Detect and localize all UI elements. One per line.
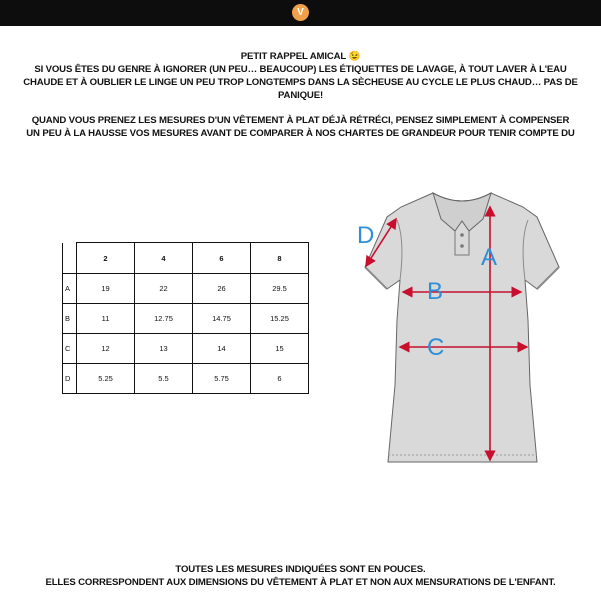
polo-shirt-diagram: [355, 185, 565, 470]
table-cell: 29.5: [251, 274, 309, 304]
table-cell: 15.25: [251, 304, 309, 334]
table-corner-cell: [63, 243, 77, 274]
table-cell: 11: [77, 304, 135, 334]
table-cell: 19: [77, 274, 135, 304]
row-label: B: [63, 304, 77, 334]
notice-line: CHAUDE ET À OUBLIER LE LINGE UN PEU TROP LONGTEMPS DANS LA SÈCHEUSE AU CYCLE LE PLUS CHAUD… PAS DE: [23, 77, 578, 88]
size-header-cell: 6: [193, 243, 251, 274]
size-header-cell: 8: [251, 243, 309, 274]
measure-d-label: D: [357, 222, 375, 249]
measure-a-label: A: [481, 244, 498, 271]
table-row: [63, 274, 309, 304]
table-row: [63, 304, 309, 334]
row-label: D: [63, 364, 77, 394]
table-cell: 14: [193, 334, 251, 364]
footer-line: TOUTES LES MESURES INDIQUÉES SONT EN POUCES.: [175, 564, 426, 575]
notice-line: UN PEU À LA HAUSSE VOS MESURES AVANT DE COMPARER À NOS CHARTES DE GRANDEUR POUR TENIR COMPTE DU: [26, 128, 575, 139]
button-icon: [460, 233, 464, 237]
size-table: [62, 242, 309, 394]
table-row: [63, 364, 309, 394]
table-cell: 14.75: [193, 304, 251, 334]
measure-b-label: B: [427, 278, 444, 305]
footer-note: [8, 563, 593, 589]
table-cell: 6: [251, 364, 309, 394]
size-header-cell: 2: [77, 243, 135, 274]
footer-line: ELLES CORRESPONDENT AUX DIMENSIONS DU VÊTEMENT À PLAT ET NON AUX MENSURATIONS DE L'ENFANT.: [45, 577, 556, 588]
table-cell: 5.75: [193, 364, 251, 394]
table-cell: 12: [77, 334, 135, 364]
size-header-row: [63, 243, 309, 274]
row-label: A: [63, 274, 77, 304]
brand-logo-icon: V: [292, 4, 309, 21]
table-cell: 5.5: [135, 364, 193, 394]
table-cell: 5.25: [77, 364, 135, 394]
notice-title: PETIT RAPPEL AMICAL 😉: [240, 51, 361, 62]
notice-line: PANIQUE!: [278, 90, 323, 101]
button-icon: [460, 244, 464, 248]
measure-c-label: C: [427, 334, 445, 361]
size-header-cell: 4: [135, 243, 193, 274]
notice-line: QUAND VOUS PRENEZ LES MESURES D'UN VÊTEMENT À PLAT DÉJÀ RÉTRÉCI, PENSEZ SIMPLEMENT À COMPENSER: [31, 115, 570, 126]
table-cell: 22: [135, 274, 193, 304]
table-cell: 26: [193, 274, 251, 304]
table-cell: 13: [135, 334, 193, 364]
row-label: C: [63, 334, 77, 364]
table-cell: 12.75: [135, 304, 193, 334]
top-bar: [0, 0, 601, 26]
wink-emoji-icon: 😉: [348, 51, 361, 62]
notice-line: SI VOUS ÊTES DU GENRE À IGNORER (UN PEU… BEAUCOUP) LES ÉTIQUETTES DE LAVAGE, À TOUT LAVER À L'EAU: [34, 64, 567, 75]
table-row: [63, 334, 309, 364]
table-cell: 15: [251, 334, 309, 364]
notice-text: [8, 50, 593, 140]
